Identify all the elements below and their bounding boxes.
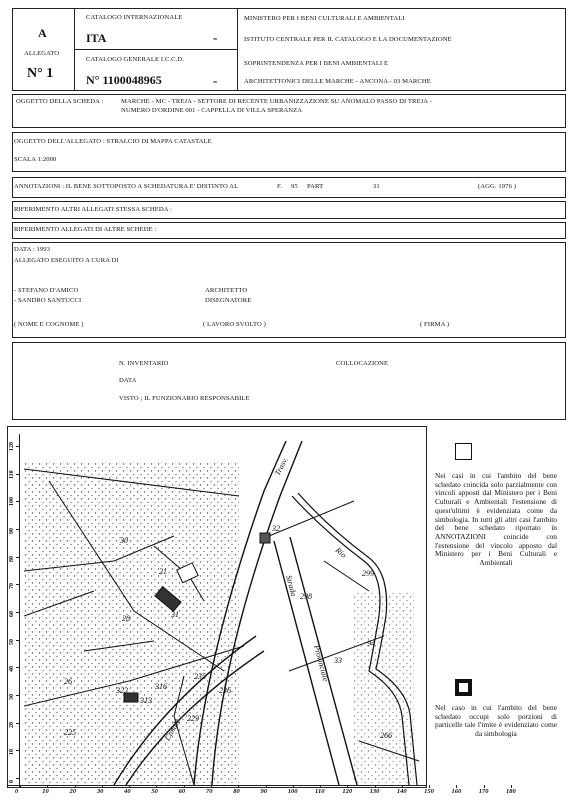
parcel-229: 229 — [187, 714, 199, 723]
annotazioni-foglio-num: 95 — [291, 183, 298, 190]
header-divider-2 — [237, 8, 238, 91]
riferimento-altre: RIFERIMENTO ALLEGATI DI ALTRE SCHEDE : — [14, 226, 157, 233]
x-tick-mark — [20, 785, 21, 788]
y-tick-label: 60 — [9, 611, 15, 617]
y-tick-mark — [16, 778, 20, 779]
x-tick-label: 50 — [151, 788, 158, 795]
annotazioni-foglio: F. — [277, 183, 282, 190]
y-tick-mark — [16, 750, 20, 751]
y-tick-mark — [16, 695, 20, 696]
cat-internazionale-value: ITA — [86, 31, 107, 45]
soprintendenza-line1: SOPRINTENDENZA PER I BENI AMBIENTALI E — [244, 60, 389, 67]
ministero: MINISTERO PER I BENI CULTURALI E AMBIENTALI — [244, 15, 405, 22]
parcel-26: 26 — [64, 677, 72, 686]
compilazione-data: DATA : 1993 — [14, 246, 51, 253]
x-tick-mark — [184, 785, 185, 788]
x-tick-label: 0 — [15, 788, 19, 795]
y-tick-label: 70 — [9, 583, 15, 590]
y-tick-label: 0 — [9, 780, 15, 783]
x-tick-label: 160 — [451, 788, 462, 795]
x-tick-mark — [320, 785, 321, 788]
allegato-letter: A — [38, 26, 47, 40]
y-tick-mark — [16, 557, 20, 558]
riferimento-stessa: RIFERIMENTO ALTRI ALLEGATI STESSA SCHEDA : — [14, 206, 172, 213]
x-tick-label: 140 — [396, 788, 407, 795]
y-tick-label: 30 — [9, 694, 15, 700]
y-tick-label: 90 — [9, 528, 15, 534]
x-tick-mark — [375, 785, 376, 788]
col-lavoro: ( LAVORO SVOLTO ) — [203, 321, 266, 328]
person2-name: - SANDRO SANTUCCI — [14, 297, 82, 304]
legend-note-1: Nei casi in cui l'ambito del bene schedato coincida solo parzialmente con vincoli apposti dal Ministero per i Beni Culturali e Ambientali l'estensione di quest'ultimi è evidenziata come da simbologia. In tutti gli altri casi l'ambito del bene schedato riportato in ANNOTAZIONI coincide con l'estensione del vincolo apposto dal Ministero per i Beni Culturali e Ambientali — [435, 471, 557, 568]
parcel-21: 21 — [159, 567, 167, 576]
parcel-322: 322 — [116, 686, 128, 695]
x-tick-mark — [511, 785, 512, 788]
x-tick-label: 150 — [424, 788, 434, 795]
cat-internazionale-label: CATALOGO INTERNAZIONALE — [86, 14, 183, 21]
x-tick-label: 40 — [124, 788, 131, 795]
visto: VISTO ; IL FUNZIONARIO RESPONSABILE — [119, 395, 250, 402]
x-tick-mark — [429, 785, 430, 788]
label-strada: Strada — [284, 574, 299, 598]
inventario-data: DATA — [119, 377, 137, 384]
cadastral-map — [24, 441, 420, 785]
oggetto-allegato-label: OGGETTO DELL'ALLEGATO : STRALCIO DI MAPPA CATASTALE — [14, 138, 212, 145]
y-tick-label: 100 — [9, 497, 15, 507]
parcel-313: 313 — [140, 696, 152, 705]
cat-generale-dash: - — [213, 73, 218, 88]
x-tick-mark — [129, 785, 130, 788]
collocazione: COLLOCAZIONE — [336, 360, 389, 367]
label-trasv: Trasv. — [272, 455, 290, 477]
annotazioni-part-num: 31 — [373, 183, 380, 190]
x-tick-label: 180 — [506, 788, 516, 795]
y-tick-mark — [16, 501, 20, 502]
y-tick-label: 120 — [9, 442, 15, 451]
istituto: ISTITUTO CENTRALE PER IL CATALOGO E LA DOCUMENTAZIONE — [244, 36, 452, 43]
parcel-236: 236 — [219, 686, 231, 695]
parcel-298: 298 — [300, 592, 312, 601]
x-tick-label: 20 — [69, 788, 77, 795]
x-tick-label: 170 — [478, 788, 489, 795]
parcel-28: 28 — [122, 614, 130, 623]
legend-note-2: Nel caso in cui l'ambito del bene schedato occupi solo porzioni di particelle tale l'imite è evidenziato come da simbologia — [435, 703, 557, 739]
parcel-235: 235 — [194, 672, 206, 681]
label-provinciale: Provinciale — [312, 644, 331, 683]
parcel-dots — [24, 461, 414, 785]
x-tick-mark — [347, 785, 348, 788]
compilazione-eseguito: ALLEGATO ESEGUITO A CURA DI — [14, 257, 119, 264]
y-tick-mark — [16, 584, 20, 585]
oggetto-scheda-line1: MARCHE - MC - TREJA - SETTORE DI RECENTE URBANIZZAZIONE SU ANOMALO PASSO DI TREJA - — [121, 98, 432, 105]
x-tick-label: 80 — [233, 788, 240, 795]
n-inventario: N. INVENTARIO — [119, 360, 169, 367]
person1-name: - STEFANO D'AMICO — [14, 287, 79, 294]
parcel-32: 32 — [272, 524, 280, 533]
y-tick-label: 40 — [9, 666, 15, 673]
parcel-30: 30 — [120, 536, 128, 545]
parcel-31: 31 — [171, 610, 179, 619]
parcel-299: 299 — [362, 569, 374, 578]
y-tick-mark — [16, 612, 20, 613]
y-tick-mark — [16, 667, 20, 668]
x-tick-mark — [211, 785, 212, 788]
parcel-316: 316 — [155, 682, 167, 691]
allegato-label: ALLEGATO — [24, 50, 60, 57]
y-tick-label: 10 — [9, 749, 15, 756]
x-tick-mark — [293, 785, 294, 788]
col-firma: ( FIRMA ) — [420, 321, 450, 328]
y-tick-label: 80 — [9, 555, 15, 562]
map-area — [24, 441, 420, 785]
x-tick-label: 70 — [205, 788, 213, 795]
parcel-94: 94 — [367, 639, 375, 648]
oggetto-scheda-label: OGGETTO DELLA SCHEDA : — [16, 98, 104, 105]
allegato-number: N° 1 — [27, 66, 54, 81]
y-tick-mark — [16, 640, 20, 641]
person2-role: DISEGNATORE — [205, 297, 252, 304]
parcel-266: 266 — [380, 731, 392, 740]
x-tick-mark — [402, 785, 403, 788]
y-tick-label: 110 — [9, 469, 15, 479]
y-tick-mark — [16, 474, 20, 475]
x-tick-label: 60 — [178, 788, 186, 795]
cat-generale-label: CATALOGO GENERALE I.C.C.D. — [86, 56, 185, 63]
annotazioni-agg: (AGG. 1976 ) — [478, 183, 517, 190]
x-tick-label: 10 — [42, 788, 49, 795]
x-axis — [7, 785, 427, 786]
x-tick-mark — [47, 785, 48, 788]
annotazioni-label: ANNOTAZIONI : IL BENE SOTTOPOSTO A SCHEDATURA E' DISTINTO AL — [14, 183, 239, 190]
cat-generale-value: N° 1100048965 — [86, 73, 162, 87]
x-tick-mark — [484, 785, 485, 788]
annotazioni-part: PART — [307, 183, 324, 190]
y-tick-label: 20 — [9, 721, 15, 728]
x-tick-label: 100 — [287, 788, 298, 795]
x-tick-mark — [75, 785, 76, 788]
x-tick-label: 110 — [315, 788, 325, 795]
x-tick-label: 90 — [260, 788, 267, 795]
x-tick-label: 130 — [369, 788, 380, 795]
x-tick-mark — [156, 785, 157, 788]
header-divider-h — [74, 49, 237, 50]
person1-role: ARCHITETTO — [205, 287, 248, 294]
parcel-33: 33 — [334, 656, 342, 665]
soprintendenza-line2: ARCHITETTONICI DELLE MARCHE - ANCONA - 03 MARCHE — [244, 78, 431, 85]
x-tick-mark — [266, 785, 267, 788]
oggetto-scheda-line2: NUMERO D'ORDINE 001 - CAPPELLA DI VILLA SPERANZA — [121, 107, 303, 114]
col-nome: ( NOME E COGNOME ) — [14, 321, 84, 328]
y-tick-label: 50 — [9, 638, 15, 645]
label-canale: Canale — [162, 717, 183, 742]
inventario-frame — [12, 342, 566, 420]
x-tick-mark — [456, 785, 457, 788]
y-tick-mark — [16, 446, 20, 447]
parcel-225: 225 — [64, 728, 76, 737]
legend-symbol-empty — [455, 443, 472, 460]
x-tick-mark — [102, 785, 103, 788]
cat-internazionale-dash: - — [213, 30, 218, 45]
label-rio: Rio — [333, 545, 349, 560]
scala: SCALA 1:2000 — [14, 156, 57, 163]
y-tick-mark — [16, 529, 20, 530]
x-tick-label: 120 — [342, 788, 353, 795]
x-tick-mark — [238, 785, 239, 788]
legend-symbol-filled — [455, 679, 472, 696]
y-tick-mark — [16, 723, 20, 724]
x-tick-label: 30 — [96, 788, 104, 795]
